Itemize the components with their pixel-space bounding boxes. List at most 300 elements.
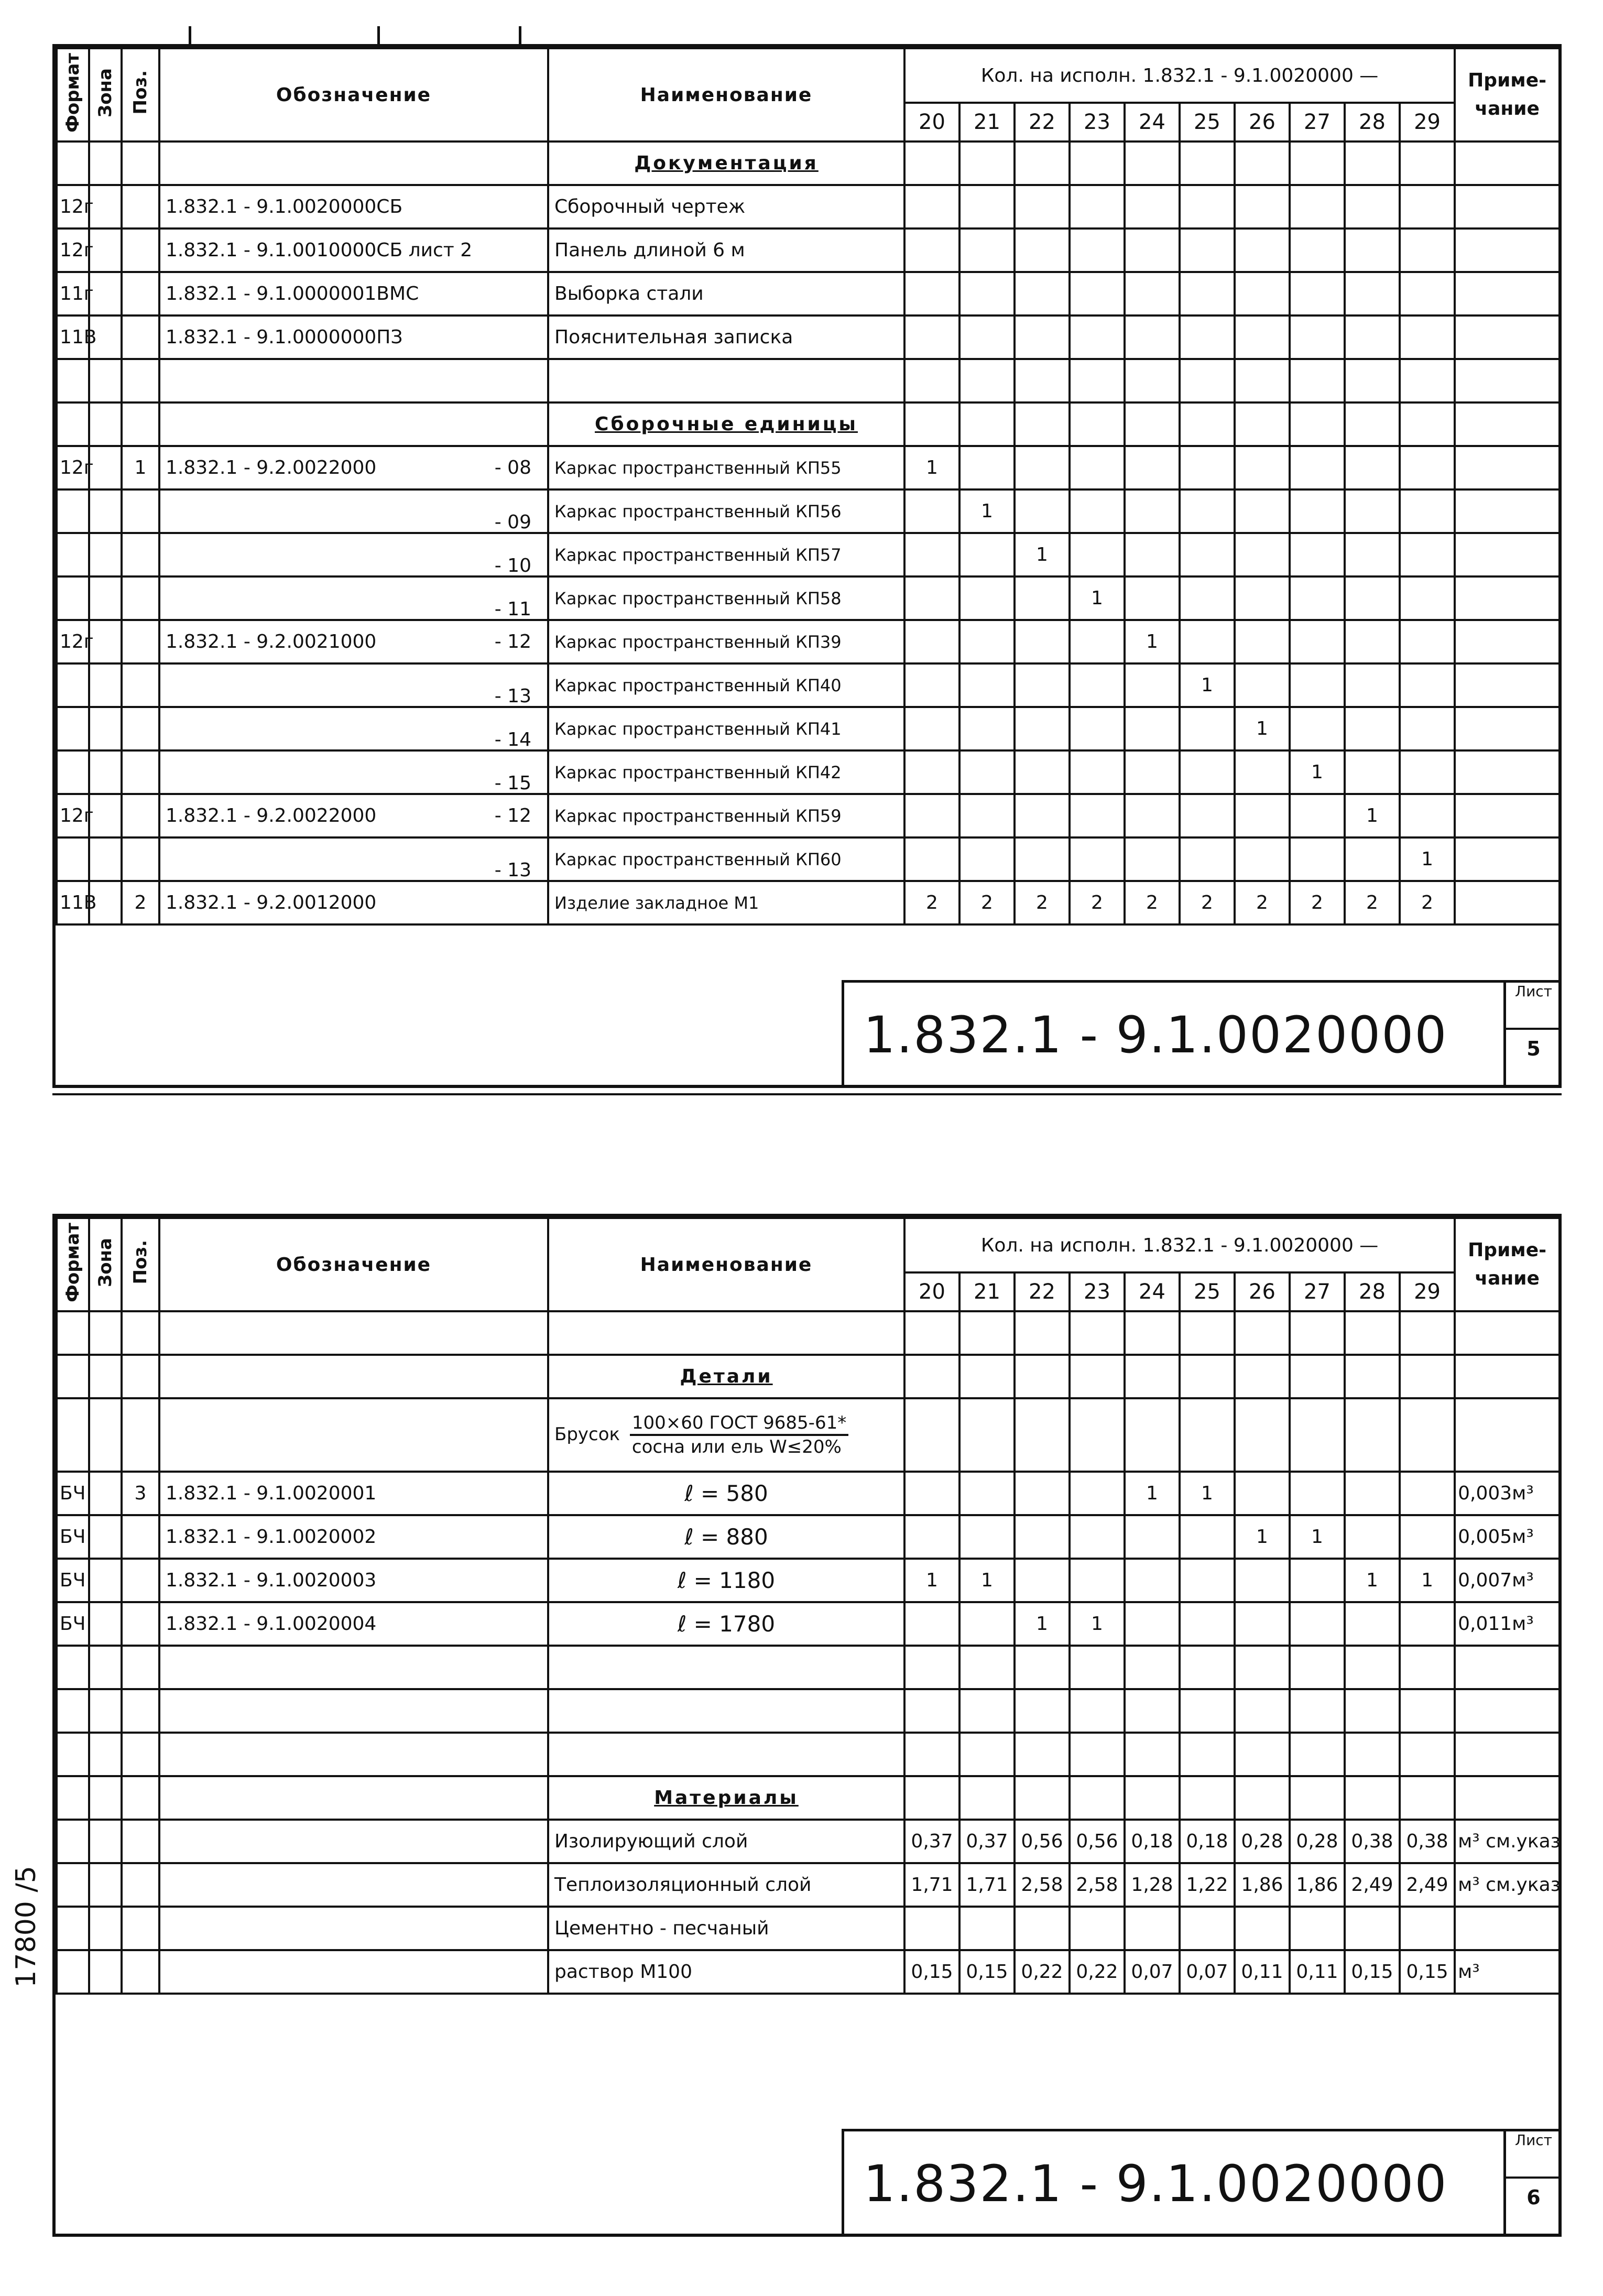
qty-cell — [1290, 533, 1345, 576]
note-cell: 0,003м³ — [1455, 1472, 1560, 1515]
format-cell — [57, 837, 89, 881]
qty-cell: 1,22 — [1180, 1863, 1235, 1907]
qty-cell — [1235, 533, 1290, 576]
qty-cell — [1180, 1515, 1235, 1559]
note-cell — [1455, 750, 1560, 794]
pos-cell: 3 — [122, 1472, 159, 1515]
title-block — [842, 2129, 1561, 2236]
format-cell — [57, 663, 89, 707]
designation-cell — [159, 794, 548, 837]
note-cell: м³ см.указ — [1455, 1863, 1560, 1907]
qty-cell: 2 — [1180, 881, 1235, 924]
zone-cell — [89, 1950, 122, 1994]
section-materials: Материалы — [548, 1776, 904, 1820]
qty-cell — [1015, 1907, 1070, 1950]
name-cell: Каркас пространственный КП40 — [548, 663, 904, 707]
qty-cell: 1 — [1235, 1515, 1290, 1559]
detail-row — [57, 1559, 1560, 1602]
qty-cell — [1290, 794, 1345, 837]
pos-cell — [122, 1602, 159, 1646]
qty-cell — [904, 1907, 959, 1950]
variant-header: 25 — [1180, 1272, 1235, 1311]
qty-cell — [1015, 576, 1070, 620]
col-name-header: Наименование — [548, 1218, 904, 1311]
assembly-row — [57, 489, 1560, 533]
qty-cell — [1235, 837, 1290, 881]
designation-code: 1.832.1 - 9.2.0021000 — [166, 631, 377, 652]
sheet-label: Лист — [1506, 983, 1561, 1030]
qty-cell: 0,15 — [959, 1950, 1015, 1994]
designation-suffix: - 13 — [494, 859, 531, 881]
pos-cell: 1 — [122, 446, 159, 489]
qty-cell — [1015, 707, 1070, 750]
pos-cell — [122, 272, 159, 315]
doc-row — [57, 315, 1560, 359]
pos-cell — [122, 1950, 159, 1994]
table-cell — [1070, 1646, 1125, 1689]
table-cell — [1290, 1646, 1345, 1689]
qty-cell — [1070, 1559, 1125, 1602]
format-cell: 12г — [57, 446, 89, 489]
pos-cell — [122, 576, 159, 620]
bar-description — [548, 1398, 904, 1472]
designation-code: 1.832.1 - 9.2.0012000 — [166, 892, 377, 913]
qty-cell: 0,07 — [1125, 1950, 1180, 1994]
name-cell: Каркас пространственный КП55 — [548, 446, 904, 489]
qty-cell: 1 — [1290, 1515, 1345, 1559]
qty-cell — [1070, 489, 1125, 533]
zone-cell — [89, 620, 122, 663]
designation-cell — [159, 576, 548, 620]
qty-cell — [1345, 707, 1400, 750]
pos-cell — [122, 620, 159, 663]
qty-cell — [904, 1602, 959, 1646]
qty-cell — [1400, 489, 1455, 533]
qty-cell: 2 — [1400, 881, 1455, 924]
qty-cell — [1125, 576, 1180, 620]
name-cell: Каркас пространственный КП58 — [548, 576, 904, 620]
qty-cell: 0,38 — [1400, 1820, 1455, 1863]
name-cell: Панель длиной 6 м — [548, 228, 904, 272]
pos-cell — [122, 1559, 159, 1602]
pos-cell — [122, 185, 159, 228]
name-cell: ℓ = 1780 — [548, 1602, 904, 1646]
qty-cell — [1070, 533, 1125, 576]
designation-suffix: - 12 — [494, 631, 531, 652]
note-cell — [1455, 446, 1560, 489]
name-cell: Каркас пространственный КП41 — [548, 707, 904, 750]
name-cell: Сборочный чертеж — [548, 185, 904, 228]
qty-cell: 0,37 — [959, 1820, 1015, 1863]
designation-cell — [159, 533, 548, 576]
qty-cell — [1290, 1602, 1345, 1646]
qty-cell — [959, 272, 1015, 315]
qty-cell — [1400, 576, 1455, 620]
variant-header: 21 — [959, 103, 1015, 142]
note-cell — [1455, 1907, 1560, 1950]
title-block — [842, 980, 1561, 1087]
qty-cell — [1235, 228, 1290, 272]
designation-cell — [159, 707, 548, 750]
qty-cell — [1235, 576, 1290, 620]
qty-cell: 1 — [904, 446, 959, 489]
qty-cell — [959, 707, 1015, 750]
note-cell: 0,007м³ — [1455, 1559, 1560, 1602]
qty-cell: 1 — [959, 1559, 1015, 1602]
designation-cell — [159, 1907, 548, 1950]
qty-cell: 0,28 — [1290, 1820, 1345, 1863]
qty-cell — [904, 1515, 959, 1559]
qty-cell — [1400, 794, 1455, 837]
qty-cell — [1290, 446, 1345, 489]
col-name-header: Наименование — [548, 48, 904, 142]
qty-cell — [1290, 185, 1345, 228]
qty-cell: 1 — [1290, 750, 1345, 794]
bar-spec-top: 100×60 ГОСТ 9685-61* — [630, 1412, 848, 1437]
name-cell: Каркас пространственный КП56 — [548, 489, 904, 533]
qty-cell — [959, 185, 1015, 228]
qty-cell — [1015, 185, 1070, 228]
qty-cell — [1290, 272, 1345, 315]
qty-cell — [1400, 1515, 1455, 1559]
format-cell: 12г — [57, 185, 89, 228]
note-cell: 0,005м³ — [1455, 1515, 1560, 1559]
variant-header: 23 — [1070, 1272, 1125, 1311]
designation-cell — [159, 837, 548, 881]
qty-cell — [1400, 272, 1455, 315]
variant-header: 26 — [1235, 103, 1290, 142]
designation-cell — [159, 620, 548, 663]
qty-cell — [959, 663, 1015, 707]
note-cell — [1455, 489, 1560, 533]
pos-cell — [122, 315, 159, 359]
qty-cell — [1400, 1907, 1455, 1950]
format-cell — [57, 489, 89, 533]
qty-cell — [1070, 750, 1125, 794]
note-cell: м³ см.указ — [1455, 1820, 1560, 1863]
format-cell: 12г — [57, 620, 89, 663]
zone-cell — [89, 446, 122, 489]
qty-cell: 1 — [1015, 533, 1070, 576]
note-cell — [1455, 794, 1560, 837]
col-designation-header: Обозначение — [159, 1218, 548, 1311]
qty-cell — [1180, 185, 1235, 228]
qty-cell — [904, 794, 959, 837]
qty-cell — [1125, 837, 1180, 881]
format-cell — [57, 1907, 89, 1950]
qty-cell — [1125, 1559, 1180, 1602]
qty-cell — [1180, 228, 1235, 272]
name-cell: Каркас пространственный КП60 — [548, 837, 904, 881]
name-cell: Каркас пространственный КП59 — [548, 794, 904, 837]
qty-cell: 1 — [1070, 1602, 1125, 1646]
qty-cell — [1290, 1472, 1345, 1515]
qty-cell: 1,28 — [1125, 1863, 1180, 1907]
qty-cell: 2 — [904, 881, 959, 924]
qty-cell — [1345, 315, 1400, 359]
col-zone-header: Зона — [89, 48, 122, 142]
qty-cell — [1345, 1602, 1400, 1646]
qty-cell — [1235, 446, 1290, 489]
note-cell — [1455, 620, 1560, 663]
qty-cell — [1070, 1472, 1125, 1515]
sheet-number-box — [1503, 2131, 1561, 2236]
qty-cell — [959, 1602, 1015, 1646]
qty-cell: 0,18 — [1180, 1820, 1235, 1863]
designation-cell — [159, 750, 548, 794]
qty-cell — [1400, 750, 1455, 794]
col-designation-header: Обозначение — [159, 48, 548, 142]
name-cell: Пояснительная записка — [548, 315, 904, 359]
zone-cell — [89, 228, 122, 272]
qty-cell — [1180, 620, 1235, 663]
qty-cell: 2 — [1345, 881, 1400, 924]
qty-cell — [1125, 489, 1180, 533]
spec-table — [56, 47, 1561, 926]
qty-cell — [1345, 272, 1400, 315]
qty-cell — [959, 576, 1015, 620]
qty-cell — [1345, 1907, 1400, 1950]
format-cell — [57, 750, 89, 794]
qty-cell: 0,22 — [1070, 1950, 1125, 1994]
qty-cell: 0,56 — [1070, 1820, 1125, 1863]
qty-cell — [959, 446, 1015, 489]
col-format-header: Формат — [57, 1218, 89, 1311]
qty-cell — [959, 837, 1015, 881]
qty-cell — [1400, 1602, 1455, 1646]
qty-cell — [1015, 794, 1070, 837]
qty-cell — [1125, 1515, 1180, 1559]
sheet-number: 5 — [1526, 1037, 1541, 1060]
qty-cell — [1070, 837, 1125, 881]
name-cell: ℓ = 880 — [548, 1515, 904, 1559]
table-cell — [1180, 1646, 1235, 1689]
qty-cell — [1180, 1559, 1235, 1602]
assembly-row — [57, 446, 1560, 489]
note-cell: 0,011м³ — [1455, 1602, 1560, 1646]
qty-cell — [959, 228, 1015, 272]
pos-cell — [122, 1515, 159, 1559]
designation-cell — [159, 1950, 548, 1994]
zone-cell — [89, 1907, 122, 1950]
qty-cell — [959, 315, 1015, 359]
col-qty-header: Кол. на исполн. 1.832.1 - 9.1.0020000 — — [904, 48, 1455, 103]
qty-cell — [1070, 228, 1125, 272]
note-cell — [1455, 185, 1560, 228]
qty-cell — [1180, 794, 1235, 837]
qty-cell: 0,28 — [1235, 1820, 1290, 1863]
detail-row — [57, 1602, 1560, 1646]
qty-cell — [904, 663, 959, 707]
qty-cell — [1070, 707, 1125, 750]
sheet-number: 6 — [1526, 2186, 1541, 2209]
name-cell: Изделие закладное М1 — [548, 881, 904, 924]
qty-cell — [1015, 1515, 1070, 1559]
assembly-row — [57, 576, 1560, 620]
doc-row — [57, 272, 1560, 315]
variant-header: 25 — [1180, 103, 1235, 142]
table-cell — [1235, 1646, 1290, 1689]
assembly-row — [57, 707, 1560, 750]
qty-cell — [904, 707, 959, 750]
col-pos-header: Поз. — [122, 48, 159, 142]
variant-header: 22 — [1015, 1272, 1070, 1311]
qty-cell: 0,15 — [1345, 1950, 1400, 1994]
note-cell — [1455, 315, 1560, 359]
qty-cell — [959, 750, 1015, 794]
qty-cell — [1290, 707, 1345, 750]
qty-cell — [1180, 315, 1235, 359]
qty-cell — [1400, 185, 1455, 228]
qty-cell — [904, 185, 959, 228]
qty-cell: 1 — [1400, 837, 1455, 881]
qty-cell: 1 — [1345, 1559, 1400, 1602]
note-cell — [1455, 881, 1560, 924]
format-cell: 11В — [57, 315, 89, 359]
qty-cell — [1070, 794, 1125, 837]
qty-cell: 1,86 — [1235, 1863, 1290, 1907]
qty-cell — [1180, 576, 1235, 620]
qty-cell — [904, 315, 959, 359]
variant-header: 23 — [1070, 103, 1125, 142]
designation-cell: 1.832.1 - 9.1.0020002 — [159, 1515, 548, 1559]
designation-cell — [159, 663, 548, 707]
designation-cell — [159, 881, 548, 924]
variant-header: 28 — [1345, 1272, 1400, 1311]
qty-cell — [1015, 620, 1070, 663]
col-zone-header: Зона — [89, 1218, 122, 1311]
qty-cell — [1070, 272, 1125, 315]
section-documentation: Документация — [548, 142, 904, 185]
table-cell — [1345, 1646, 1400, 1689]
detail-row — [57, 1515, 1560, 1559]
tick-mark — [377, 26, 380, 44]
designation-code: 1.832.1 - 9.2.0022000 — [166, 805, 377, 826]
name-cell: Каркас пространственный КП42 — [548, 750, 904, 794]
pos-cell — [122, 1820, 159, 1863]
pos-cell — [122, 794, 159, 837]
qty-cell — [1180, 446, 1235, 489]
qty-cell — [1015, 1559, 1070, 1602]
qty-cell — [1015, 315, 1070, 359]
note-cell — [1455, 707, 1560, 750]
format-cell — [57, 1820, 89, 1863]
qty-cell: 1 — [1125, 620, 1180, 663]
zone-cell — [89, 576, 122, 620]
qty-cell — [904, 837, 959, 881]
table-cell — [159, 1646, 548, 1689]
table-cell — [1125, 1646, 1180, 1689]
material-row — [57, 1820, 1560, 1863]
zone-cell — [89, 1602, 122, 1646]
qty-cell — [1180, 533, 1235, 576]
table-cell — [548, 1646, 904, 1689]
zone-cell — [89, 1472, 122, 1515]
format-cell: 12г — [57, 228, 89, 272]
qty-cell — [1400, 707, 1455, 750]
tick-mark — [189, 26, 191, 44]
qty-cell — [1400, 620, 1455, 663]
name-cell: ℓ = 580 — [548, 1472, 904, 1515]
pos-cell — [122, 489, 159, 533]
format-cell: 12г — [57, 794, 89, 837]
qty-cell — [1070, 315, 1125, 359]
zone-cell — [89, 794, 122, 837]
designation-cell: 1.832.1 - 9.1.0020000СБ — [159, 185, 548, 228]
assembly-row — [57, 620, 1560, 663]
format-cell — [57, 576, 89, 620]
qty-cell: 0,22 — [1015, 1950, 1070, 1994]
qty-cell — [1290, 576, 1345, 620]
format-cell — [57, 1863, 89, 1907]
pos-cell — [122, 228, 159, 272]
name-cell: Выборка стали — [548, 272, 904, 315]
table-cell — [57, 1646, 89, 1689]
format-cell: 11В — [57, 881, 89, 924]
assembly-row — [57, 750, 1560, 794]
qty-cell — [1345, 1515, 1400, 1559]
format-cell — [57, 533, 89, 576]
qty-cell — [1125, 750, 1180, 794]
pos-cell — [122, 707, 159, 750]
qty-cell — [1180, 489, 1235, 533]
pos-cell — [122, 750, 159, 794]
qty-cell — [1345, 576, 1400, 620]
section-assemblies: Сборочные единицы — [548, 402, 904, 446]
variant-header: 24 — [1125, 1272, 1180, 1311]
format-cell — [57, 1950, 89, 1994]
spec-table — [56, 1217, 1561, 1995]
variant-header: 27 — [1290, 103, 1345, 142]
format-cell: БЧ — [57, 1472, 89, 1515]
designation-cell — [159, 446, 548, 489]
doc-row — [57, 228, 1560, 272]
pos-cell — [122, 663, 159, 707]
qty-cell — [1180, 272, 1235, 315]
designation-suffix: - 12 — [494, 805, 531, 826]
qty-cell — [1400, 1472, 1455, 1515]
note-cell — [1455, 576, 1560, 620]
qty-cell — [1345, 446, 1400, 489]
qty-cell: 2 — [1125, 881, 1180, 924]
qty-cell: 2 — [1290, 881, 1345, 924]
qty-cell: 2 — [1235, 881, 1290, 924]
note-cell — [1455, 663, 1560, 707]
qty-cell — [959, 620, 1015, 663]
qty-cell — [959, 794, 1015, 837]
qty-cell — [1070, 1515, 1125, 1559]
col-format-header: Формат — [57, 48, 89, 142]
qty-cell — [904, 228, 959, 272]
zone-cell — [89, 750, 122, 794]
zone-cell — [89, 663, 122, 707]
qty-cell — [1180, 707, 1235, 750]
qty-cell: 1 — [1070, 576, 1125, 620]
qty-cell: 0,11 — [1235, 1950, 1290, 1994]
qty-cell — [1235, 1472, 1290, 1515]
qty-cell: 1 — [1400, 1559, 1455, 1602]
variant-header: 28 — [1345, 103, 1400, 142]
variant-header: 20 — [904, 103, 959, 142]
designation-suffix: - 14 — [494, 728, 531, 750]
qty-cell — [1400, 228, 1455, 272]
qty-cell: 0,38 — [1345, 1820, 1400, 1863]
zone-cell — [89, 1559, 122, 1602]
pos-cell — [122, 533, 159, 576]
designation-cell — [159, 489, 548, 533]
format-cell: БЧ — [57, 1515, 89, 1559]
qty-cell — [1070, 1907, 1125, 1950]
